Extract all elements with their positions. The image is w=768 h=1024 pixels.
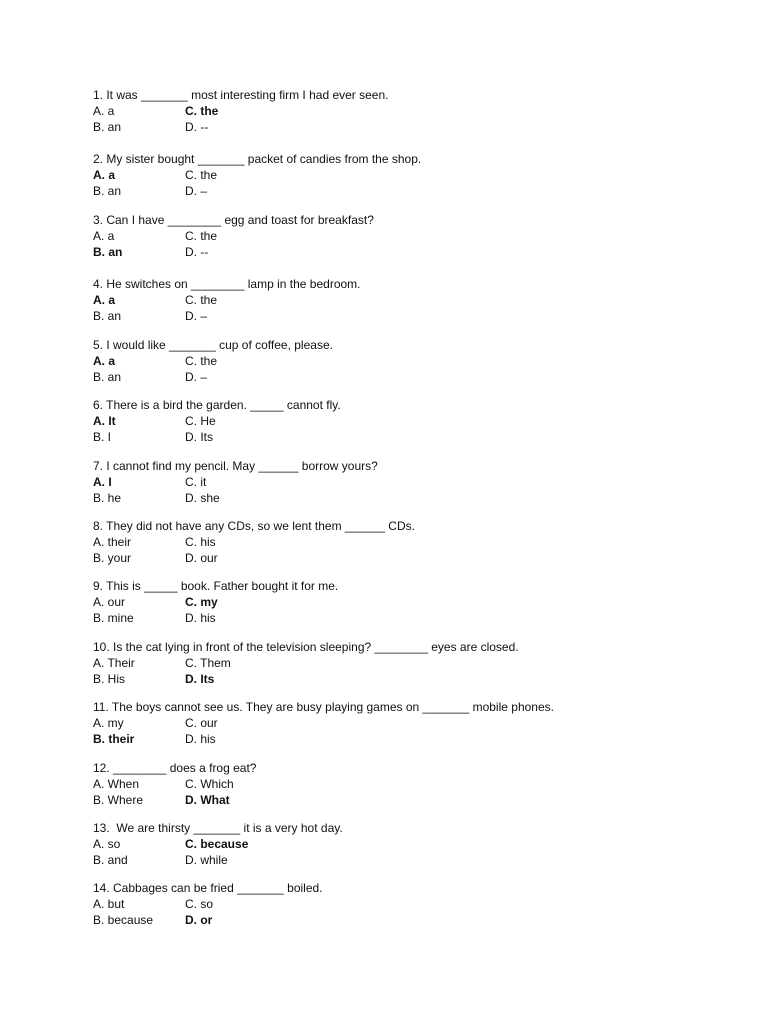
options-row [93, 836, 693, 852]
question-10 [93, 639, 693, 687]
option-c: C. my [185, 595, 218, 609]
question-text: 3. Can I have ________ egg and toast for breakfast? [93, 213, 374, 227]
question-2 [93, 151, 693, 199]
option-b: B. and [93, 853, 128, 867]
options-row [93, 183, 693, 199]
question-text: 10. Is the cat lying in front of the television sleeping? ________ eyes are closed. [93, 640, 519, 654]
question-text: 7. I cannot find my pencil. May ______ borrow yours? [93, 459, 378, 473]
option-b: B. Where [93, 793, 144, 807]
options-row [93, 474, 693, 490]
options-row [93, 228, 693, 244]
options-row [93, 852, 693, 868]
option-b: B. an [93, 184, 122, 198]
option-c: C. our [185, 716, 218, 730]
question-text: 4. He switches on ________ lamp in the bedroom. [93, 277, 361, 291]
option-d: D. -- [185, 120, 209, 134]
option-a: A. a [93, 354, 116, 368]
option-c: C. so [185, 897, 214, 911]
option-a: A. but [93, 897, 125, 911]
option-b: B. mine [93, 611, 134, 625]
options-row [93, 610, 693, 626]
options-row [93, 413, 693, 429]
option-b: B. an [93, 370, 122, 384]
question-8 [93, 518, 693, 566]
question-14 [93, 880, 693, 928]
option-a: A. my [93, 716, 124, 730]
question-text: 8. They did not have any CDs, so we lent them ______ CDs. [93, 519, 415, 533]
question-text: 6. There is a bird the garden. _____ cannot fly. [93, 398, 341, 412]
option-d: D. or [185, 913, 213, 927]
option-b: B. because [93, 913, 154, 927]
question-9 [93, 578, 693, 626]
option-c: C. it [185, 475, 207, 489]
option-d: D. – [185, 184, 208, 198]
options-row [93, 353, 693, 369]
option-d: D. his [185, 732, 216, 746]
options-row [93, 292, 693, 308]
question-text: 11. The boys cannot see us. They are busy playing games on _______ mobile phones. [93, 700, 554, 714]
option-b: B. your [93, 551, 132, 565]
question-3 [93, 212, 693, 260]
option-d: D. – [185, 370, 208, 384]
question-11 [93, 699, 693, 747]
question-text: 2. My sister bought _______ packet of candies from the shop. [93, 152, 422, 166]
option-b: B. their [93, 732, 135, 746]
option-d: D. she [185, 491, 220, 505]
question-text: 5. I would like _______ cup of coffee, please. [93, 338, 333, 352]
question-text: 13. We are thirsty _______ it is a very hot day. [93, 821, 343, 835]
options-row [93, 731, 693, 747]
question-text: 12. ________ does a frog eat? [93, 761, 257, 775]
option-b: B. an [93, 309, 122, 323]
options-row [93, 308, 693, 324]
option-a: A. Their [93, 656, 135, 670]
option-b: B. His [93, 672, 126, 686]
option-a: A. a [93, 229, 115, 243]
option-c: C. Them [185, 656, 231, 670]
question-6 [93, 397, 693, 445]
question-text: 9. This is _____ book. Father bought it for me. [93, 579, 339, 593]
option-d: D. -- [185, 245, 209, 259]
option-b: B. an [93, 245, 123, 259]
option-a: A. so [93, 837, 121, 851]
option-c: C. the [185, 168, 218, 182]
options-row [93, 792, 693, 808]
options-row [93, 534, 693, 550]
option-d: D. What [185, 793, 230, 807]
question-12 [93, 760, 693, 808]
option-a: A. a [93, 293, 116, 307]
option-d: D. our [185, 551, 218, 565]
option-c: C. Which [185, 777, 234, 791]
options-row [93, 490, 693, 506]
option-c: C. the [185, 104, 219, 118]
question-4 [93, 276, 693, 324]
options-row [93, 671, 693, 687]
options-row [93, 244, 693, 260]
question-7 [93, 458, 693, 506]
question-5 [93, 337, 693, 385]
option-b: B. an [93, 120, 122, 134]
option-c: C. his [185, 535, 216, 549]
options-row [93, 119, 693, 135]
option-d: D. Its [185, 430, 214, 444]
option-c: C. the [185, 229, 218, 243]
option-c: C. He [185, 414, 216, 428]
option-d: D. Its [185, 672, 215, 686]
option-c: C. the [185, 354, 218, 368]
question-text: 14. Cabbages can be fried _______ boiled. [93, 881, 323, 895]
option-a: A. our [93, 595, 126, 609]
question-1 [93, 87, 693, 135]
options-row [93, 550, 693, 566]
options-row [93, 369, 693, 385]
option-a: A. a [93, 104, 115, 118]
options-row [93, 776, 693, 792]
option-b: B. he [93, 491, 122, 505]
option-d: D. his [185, 611, 216, 625]
option-a: A. a [93, 168, 116, 182]
options-row [93, 912, 693, 928]
question-13 [93, 820, 693, 868]
options-row [93, 715, 693, 731]
options-row [93, 655, 693, 671]
option-a: A. their [93, 535, 132, 549]
question-text: 1. It was _______ most interesting firm I had ever seen. [93, 88, 389, 102]
options-row [93, 594, 693, 610]
option-a: A. When [93, 777, 140, 791]
option-c: C. because [185, 837, 249, 851]
options-row [93, 429, 693, 445]
option-a: A. It [93, 414, 116, 428]
option-b: B. I [93, 430, 112, 444]
options-row [93, 103, 693, 119]
option-d: D. – [185, 309, 208, 323]
options-row [93, 167, 693, 183]
options-row [93, 896, 693, 912]
option-c: C. the [185, 293, 218, 307]
option-d: D. while [185, 853, 228, 867]
option-a: A. I [93, 475, 112, 489]
